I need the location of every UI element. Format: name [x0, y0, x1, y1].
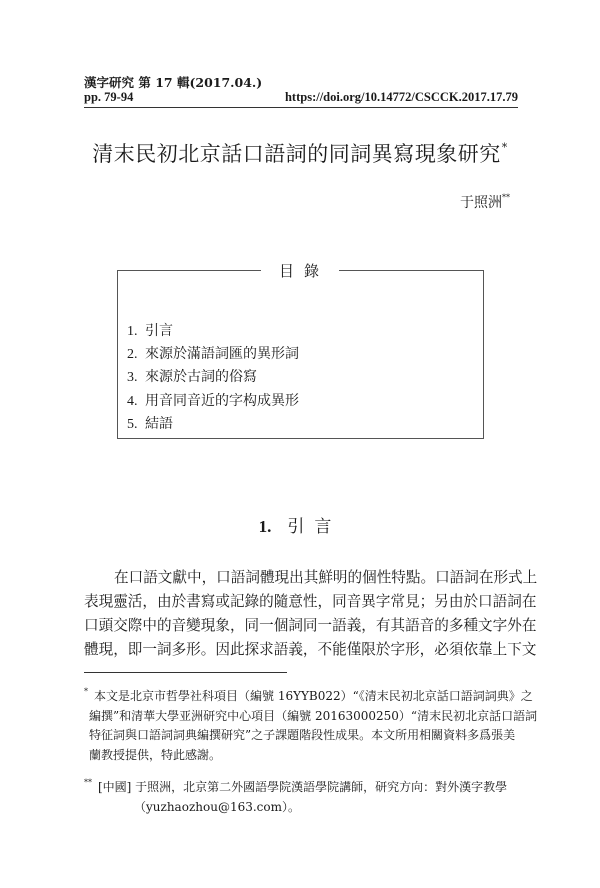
article-title-text: 清末民初北京話口語詞的同詞異寫現象研究 [92, 142, 501, 166]
title-footnote-mark[interactable]: * [501, 141, 508, 154]
section-number: 1. [258, 517, 272, 536]
toc-item-5[interactable] [127, 413, 299, 436]
doi-link[interactable]: https://doi.org/10.14772/CSCCK.2017.17.79 [284, 90, 518, 104]
section-heading [0, 512, 600, 537]
footnotes [84, 682, 538, 817]
author-name [460, 192, 510, 212]
body-paragraph [84, 566, 538, 662]
toc-item-label: 引言 [145, 323, 173, 339]
author-email[interactable]: （yuzhaozhou@163.com）。 [134, 799, 300, 814]
footnote-1-mark: * [84, 687, 88, 696]
toc-item-3[interactable] [127, 366, 299, 389]
footnote-2-line [84, 773, 524, 798]
article-title [0, 138, 600, 168]
toc-item-number: 5. [127, 416, 138, 432]
footnote-1-text: 本文是北京市哲學社科項目（編號 16YYB022）“《清末民初北京話口語詞詞典》之 [94, 689, 533, 703]
toc-item-number: 2. [127, 347, 138, 363]
toc-item-label: 結語 [145, 415, 173, 432]
toc-item-label: 用音同音近的字构成異形 [145, 392, 299, 409]
toc-list [127, 320, 299, 436]
body-line: 口頭交際中的音變現象，同一個詞同一語義，有其語音的多種文字外在 [84, 617, 537, 634]
toc-item-number: 4. [127, 393, 138, 409]
footnote-1-line: 特征詞與口語詞詞典編撰研究”之子課題階段性成果。本文所用相關資料多爲張美 [89, 728, 516, 742]
body-line: 體現，即一詞多形。因此探求語義，不能僅限於字形，必須依靠上下文 [84, 641, 537, 658]
toc-heading-text: 目錄 [261, 262, 339, 280]
toc-item-4[interactable] [127, 390, 299, 413]
body-line: 在口語文獻中，口語詞體現出其鮮明的個性特點。口語詞在形式上 [114, 569, 538, 586]
toc-item-1[interactable] [127, 320, 299, 343]
toc-heading [0, 260, 600, 281]
toc-item-number: 1. [127, 324, 138, 339]
page-range: pp. 79-94 [84, 90, 134, 104]
footnote-1-line: 蘭教授提供，特此感謝。 [89, 747, 222, 762]
footnote-1-line [84, 682, 533, 707]
author-footnote-mark[interactable]: ** [502, 193, 510, 202]
footnote-spacer [84, 765, 524, 773]
footnote-2-mark: ** [84, 778, 92, 787]
body-line: 表現靈活，由於書寫或記錄的隨意性，同音異字常見；另由於口語詞在 [84, 593, 537, 610]
footnote-1-line: 編撰”和清華大學亚洲研究中心項目（編號 20163000250）“清末民初北京話口語詞 [89, 708, 538, 723]
toc-item-label: 來源於滿語詞匯的異形詞 [145, 346, 299, 363]
footnote-rule [84, 672, 287, 673]
author-name-text: 于照洲 [460, 195, 502, 211]
section-title: 引言 [287, 517, 342, 537]
header-rule [84, 107, 518, 108]
journal-name: 漢字研究 第 17 輯(2017.04.) [84, 75, 263, 90]
toc-item-label: 來源於古詞的俗寫 [145, 369, 257, 386]
footnote-2-text: [中國] 于照洲，北京第二外國語學院漢語學院講師，研究方向：對外漢字教學 [98, 780, 508, 794]
toc-item-number: 3. [127, 370, 138, 386]
toc-item-2[interactable] [127, 343, 299, 366]
